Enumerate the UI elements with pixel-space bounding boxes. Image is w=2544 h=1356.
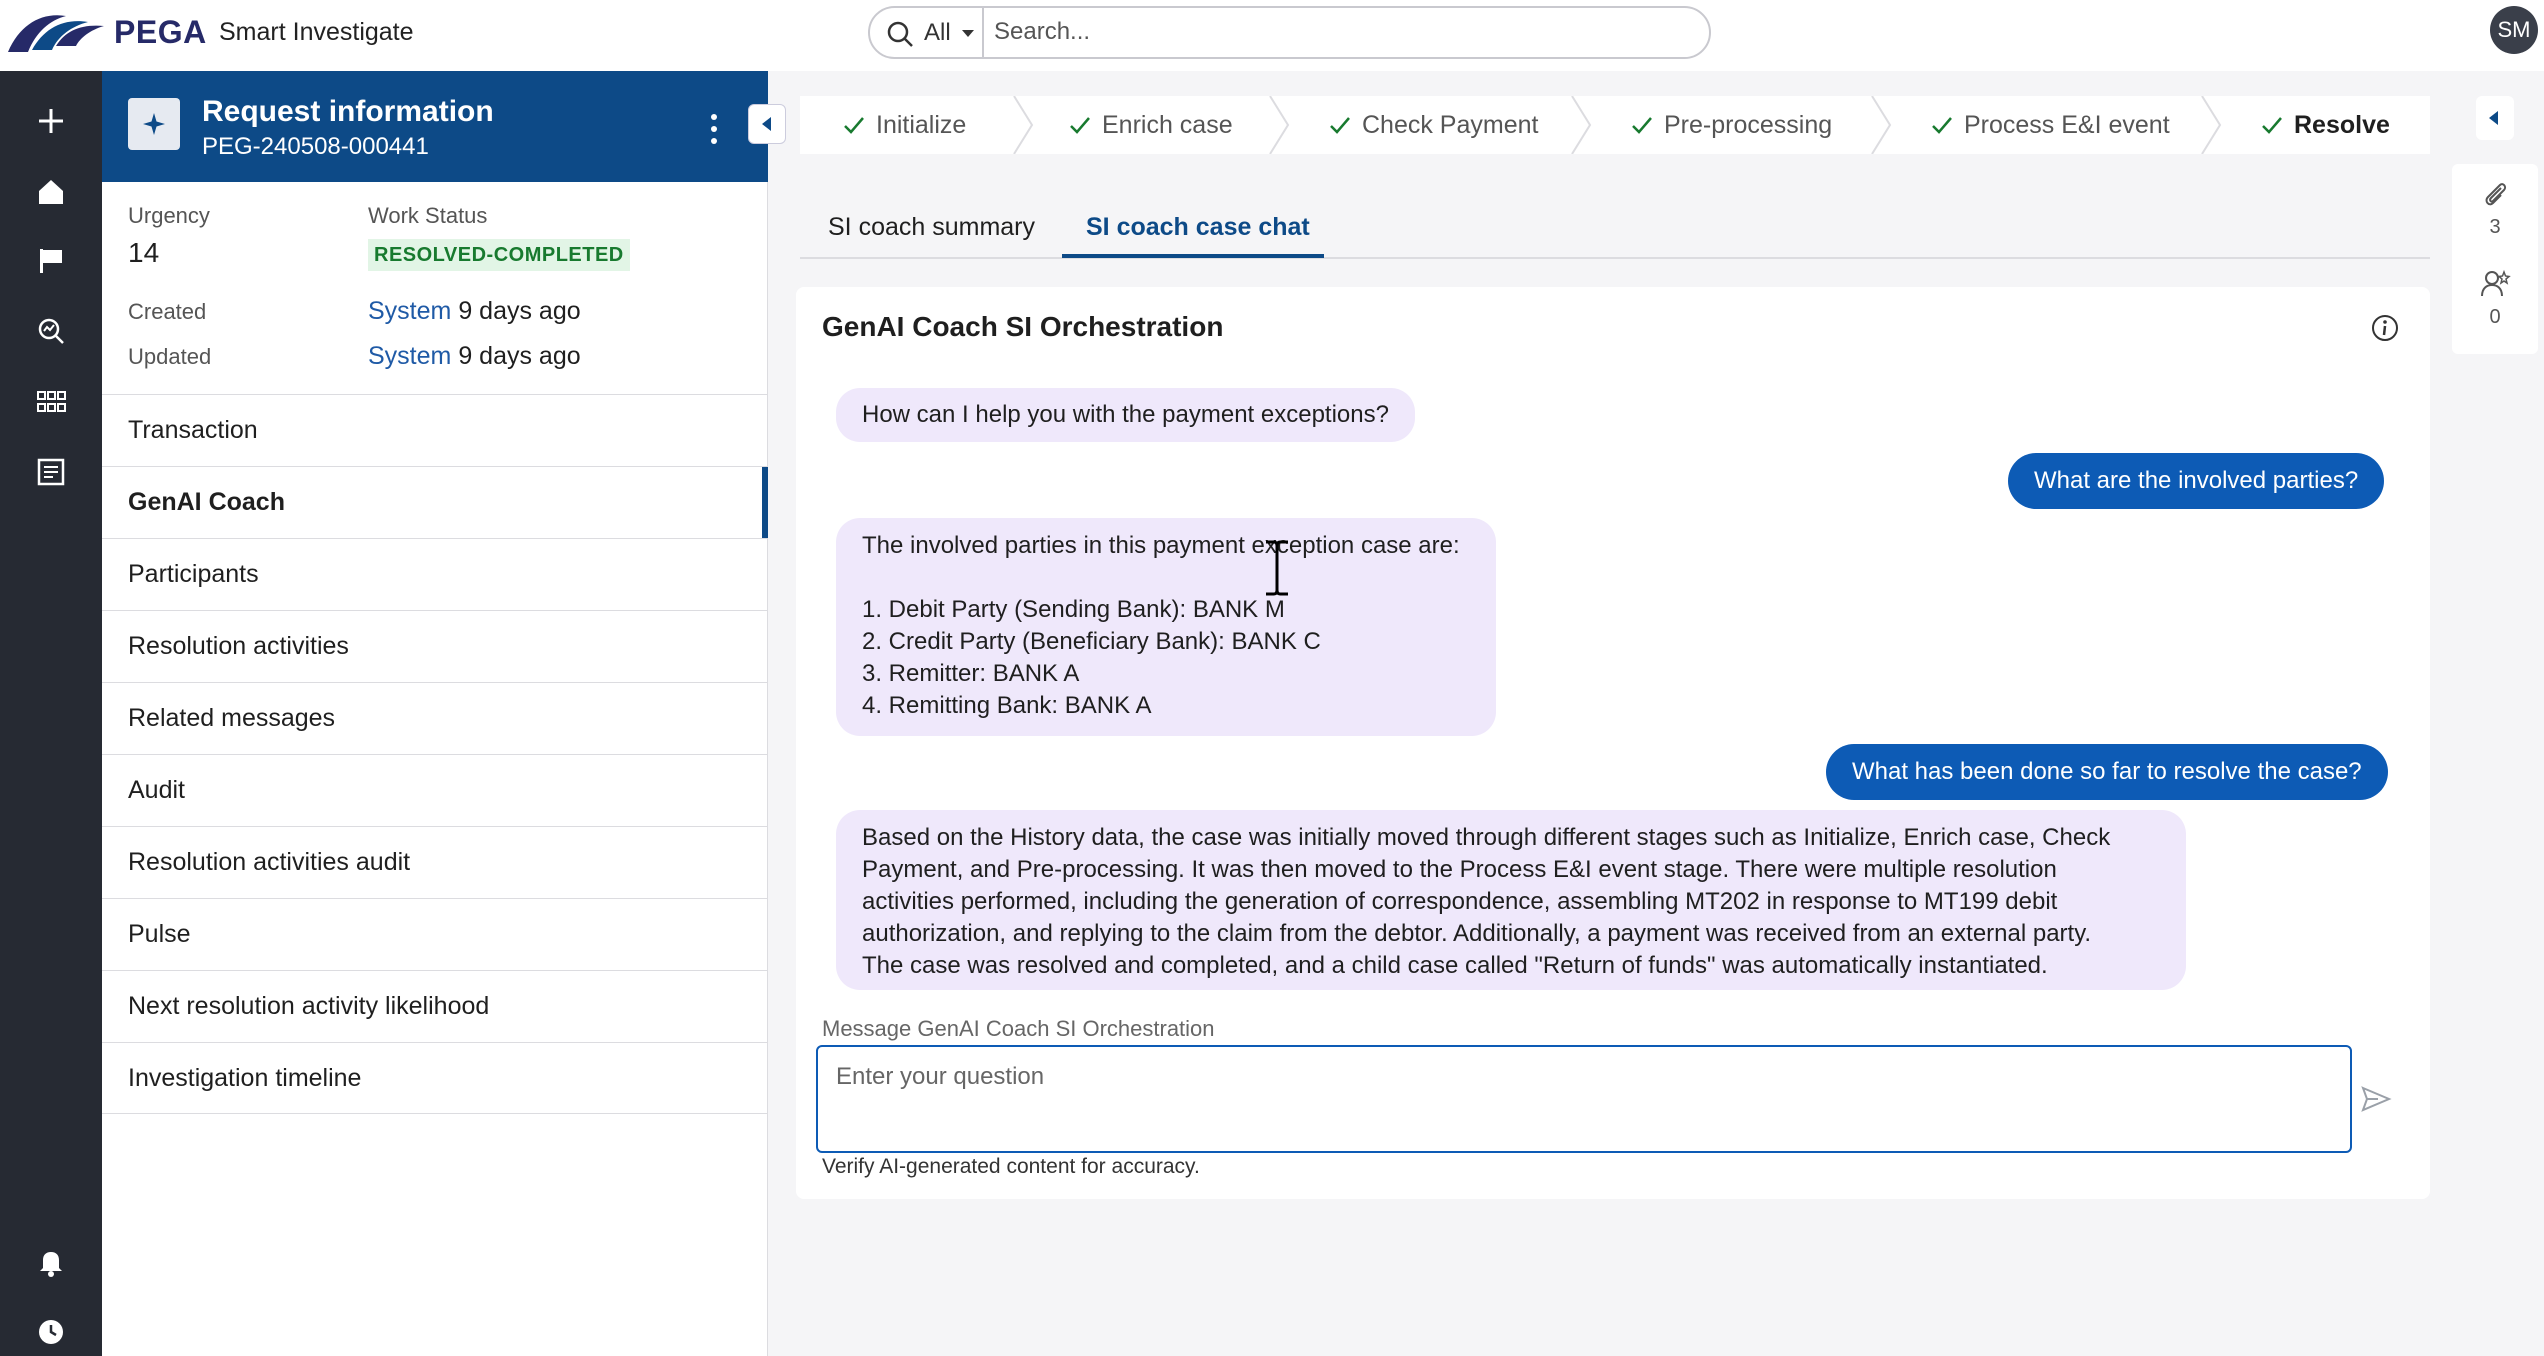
apps-button[interactable] bbox=[31, 382, 71, 422]
flag-button[interactable] bbox=[31, 241, 71, 281]
created-by-link[interactable]: System bbox=[368, 297, 452, 325]
stage-label: Enrich case bbox=[1102, 111, 1233, 139]
message-text: How can I help you with the payment exceptions? bbox=[862, 401, 1389, 428]
tabs-divider bbox=[800, 257, 2430, 259]
status-badge: RESOLVED-COMPLETED bbox=[368, 239, 630, 271]
product-name: Smart Investigate bbox=[219, 18, 414, 46]
check-icon bbox=[1630, 113, 1654, 137]
home-button[interactable] bbox=[31, 172, 71, 212]
recents-button[interactable] bbox=[31, 1312, 71, 1352]
create-button[interactable] bbox=[31, 101, 71, 141]
notifications-button[interactable] bbox=[31, 1242, 71, 1282]
stage-separator bbox=[2200, 96, 2224, 154]
case-type-icon bbox=[128, 98, 180, 150]
pega-logo[interactable] bbox=[6, 6, 106, 56]
updated-when: 9 days ago bbox=[458, 342, 581, 370]
followers-count: 0 bbox=[2489, 306, 2501, 328]
stage-separator bbox=[1012, 96, 1036, 154]
brand-name: PEGA bbox=[114, 14, 207, 50]
stage-pre-processing[interactable] bbox=[1630, 96, 1832, 154]
investigate-button[interactable] bbox=[31, 311, 71, 351]
updated-label: Updated bbox=[128, 344, 212, 369]
message-text: Based on the History data, the case was initially moved through different stages such as Initialize, Enrich case, Check Payment, and Pre-processing. It was then moved to the Process E&I event stage. There were multiple resolution activities performed, including the generation of correspondence, assembling MT202 in response to MT199 debit authorization, and replying to the claim from the debtor. Additionally, a payment was received from an external party. The case was resolved and completed, and a child case called "Return of funds" was automatically instantiated. bbox=[862, 824, 2111, 979]
send-icon[interactable] bbox=[2360, 1083, 2392, 1115]
top-bar bbox=[0, 0, 2544, 71]
search-divider bbox=[982, 8, 984, 57]
stage-separator bbox=[1870, 96, 1894, 154]
updated-by-link[interactable]: System bbox=[368, 342, 452, 370]
check-icon bbox=[1328, 113, 1352, 137]
stage-check-payment[interactable] bbox=[1328, 96, 1538, 154]
tab-si-coach-case-chat[interactable]: SI coach case chat bbox=[1086, 213, 1310, 241]
check-icon bbox=[1930, 113, 1954, 137]
nav-item-related-messages[interactable]: Related messages bbox=[102, 682, 768, 754]
nav-item-resolution-activities[interactable]: Resolution activities bbox=[102, 610, 768, 682]
work-status-label: Work Status bbox=[368, 203, 488, 228]
ai-disclaimer: Verify AI-generated content for accuracy. bbox=[822, 1155, 1200, 1178]
nav-item-investigation-timeline[interactable]: Investigation timeline bbox=[102, 1042, 768, 1114]
caret-down-icon[interactable] bbox=[962, 30, 974, 37]
flag-icon bbox=[35, 245, 67, 277]
nav-item-next-resolution-activity-likelihood[interactable]: Next resolution activity likelihood bbox=[102, 970, 768, 1042]
sparkle-icon bbox=[141, 111, 167, 137]
bot-message bbox=[836, 518, 1496, 736]
user-avatar[interactable]: SM bbox=[2490, 6, 2538, 54]
stage-initialize[interactable] bbox=[842, 96, 966, 154]
stage-resolve[interactable] bbox=[2260, 96, 2390, 154]
investigate-icon bbox=[35, 315, 67, 347]
utility-panel bbox=[2452, 164, 2538, 354]
nav-item-genai-coach[interactable]: GenAI Coach bbox=[102, 466, 768, 538]
followers-icon[interactable] bbox=[2479, 268, 2511, 300]
attachments-count: 3 bbox=[2489, 216, 2501, 238]
created-label: Created bbox=[128, 299, 207, 324]
message-text: What are the involved parties? bbox=[2034, 467, 2359, 494]
stage-separator bbox=[1570, 96, 1594, 154]
case-title: Request information bbox=[202, 95, 494, 128]
report-icon bbox=[35, 456, 67, 488]
case-header bbox=[102, 71, 768, 182]
paperclip-icon[interactable] bbox=[2479, 178, 2511, 210]
message-input-label: Message GenAI Coach SI Orchestration bbox=[822, 1016, 1215, 1041]
message-text: What has been done so far to resolve the case? bbox=[1852, 758, 2362, 785]
check-icon bbox=[842, 113, 866, 137]
stage-process-ei-event[interactable] bbox=[1930, 96, 2170, 154]
plus-icon bbox=[35, 105, 67, 137]
case-id: PEG-240508-000441 bbox=[202, 133, 429, 160]
case-summary-panel bbox=[102, 71, 768, 1356]
created-when: 9 days ago bbox=[458, 297, 581, 325]
reports-button[interactable] bbox=[31, 452, 71, 492]
expand-utilities-button[interactable] bbox=[2476, 96, 2514, 140]
stage-label: Initialize bbox=[876, 111, 967, 139]
tab-si-coach-summary[interactable]: SI coach summary bbox=[828, 213, 1036, 241]
stage-label: Check Payment bbox=[1362, 111, 1539, 139]
home-icon bbox=[35, 176, 67, 208]
user-message bbox=[1826, 744, 2388, 800]
nav-item-transaction[interactable]: Transaction bbox=[102, 394, 768, 466]
bot-message bbox=[836, 810, 2186, 990]
nav-item-participants[interactable]: Participants bbox=[102, 538, 768, 610]
urgency-label: Urgency bbox=[128, 203, 210, 228]
case-nav-list bbox=[102, 394, 768, 1114]
urgency-value: 14 bbox=[128, 237, 160, 268]
more-actions-icon[interactable] bbox=[704, 109, 724, 149]
check-icon bbox=[1068, 113, 1092, 137]
global-search bbox=[868, 6, 1711, 59]
chat-title: GenAI Coach SI Orchestration bbox=[822, 311, 1224, 342]
search-input[interactable] bbox=[994, 16, 1694, 48]
stage-label: Resolve bbox=[2294, 111, 2390, 139]
user-message bbox=[2008, 453, 2384, 509]
stage-separator bbox=[1268, 96, 1292, 154]
active-tab-indicator bbox=[1062, 254, 1324, 258]
search-icon bbox=[886, 20, 914, 48]
left-rail bbox=[0, 71, 102, 1356]
stage-label: Process E&I event bbox=[1964, 111, 2170, 139]
chat-card bbox=[796, 287, 2430, 1199]
text-cursor-icon bbox=[1260, 538, 1294, 598]
info-icon[interactable] bbox=[2370, 313, 2400, 343]
stage-label: Pre-processing bbox=[1664, 111, 1833, 139]
check-icon bbox=[2260, 113, 2284, 137]
message-text: The involved parties in this payment exception case are: 1. Debit Party (Sending Bank): BANK M 2. Credit Party (Beneficiary Bank): BANK C 3. Remitter: BANK A 4. Remitting Bank: BANK A bbox=[862, 532, 1460, 719]
clock-icon bbox=[35, 1316, 67, 1348]
message-input[interactable] bbox=[816, 1045, 2352, 1153]
nav-item-pulse[interactable]: Pulse bbox=[102, 898, 768, 970]
nav-item-audit[interactable]: Audit bbox=[102, 754, 768, 826]
nav-item-resolution-activities-audit[interactable]: Resolution activities audit bbox=[102, 826, 768, 898]
search-scope-select[interactable]: All bbox=[924, 19, 951, 46]
grid-icon bbox=[35, 386, 67, 418]
stage-bar bbox=[800, 96, 2430, 154]
collapse-case-panel-button[interactable] bbox=[748, 104, 786, 144]
bot-message bbox=[836, 388, 1415, 442]
bell-icon bbox=[35, 1246, 67, 1278]
stage-enrich-case[interactable] bbox=[1068, 96, 1233, 154]
